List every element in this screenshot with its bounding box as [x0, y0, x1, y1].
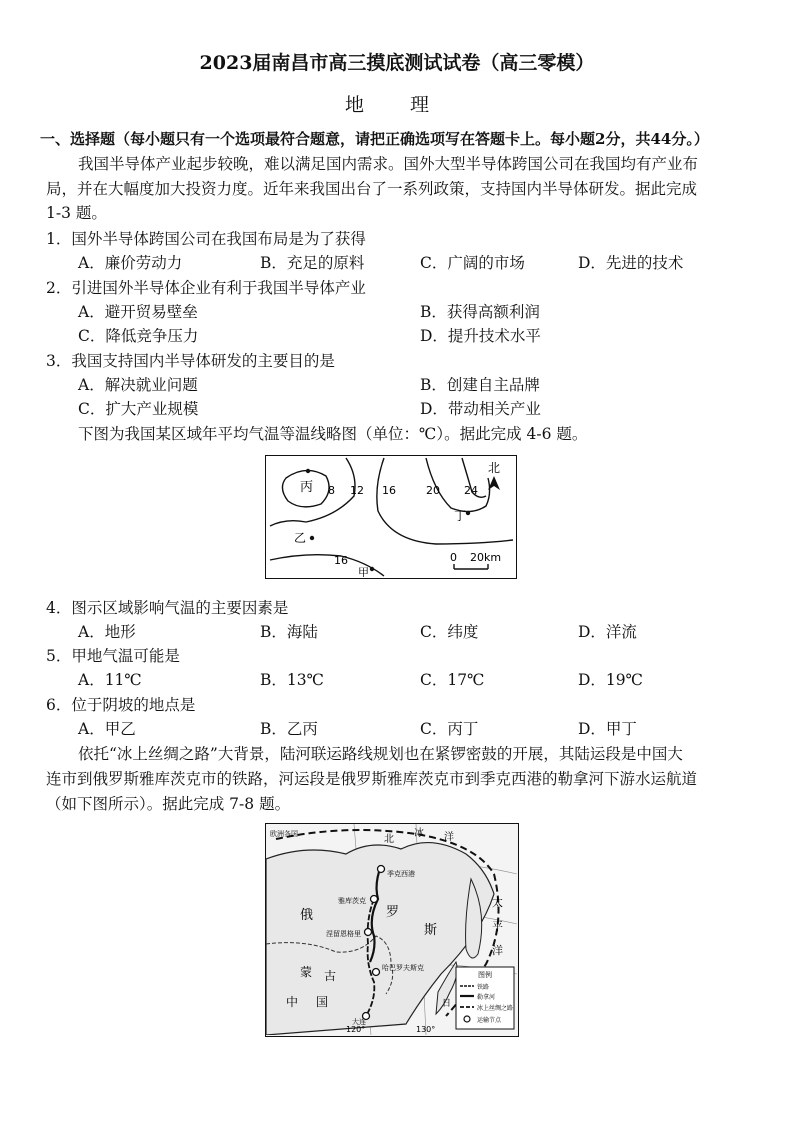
passage3-line2: 连市到俄罗斯雅库茨克市的铁路，河运段是俄罗斯雅库茨克市到季克西港的勒拿河下游水运航道 [46, 770, 698, 788]
q6-option-d[interactable]: D．甲丁 [578, 720, 637, 738]
q5-option-a[interactable]: A．11℃ [78, 671, 142, 689]
isotherm-label-20: 20 [426, 484, 440, 497]
country-si: 斯 [424, 923, 438, 938]
q4-option-b[interactable]: B．海陆 [260, 623, 318, 641]
question-1-stem: 1．国外半导体跨国公司在我国布局是为了获得 [46, 230, 366, 248]
scale-zero: 0 [450, 551, 457, 564]
corner-label: 欧洲各国 [270, 830, 298, 838]
isotherm-label-16-lower: 16 [334, 554, 348, 567]
country-zhong: 中 [286, 995, 299, 1009]
q3-option-b[interactable]: B．创建自主品牌 [420, 376, 540, 394]
question-4-stem: 4．图示区域影响气温的主要因素是 [46, 599, 289, 617]
route-map-svg [266, 824, 517, 1035]
point-bing-dot [306, 469, 310, 473]
q2-option-a[interactable]: A．避开贸易壁垒 [78, 303, 198, 321]
ocean-ping: 平 [492, 920, 503, 933]
isotherm-label-24: 24 [464, 484, 478, 497]
q4-option-d[interactable]: D．洋流 [578, 623, 637, 641]
country-guo: 国 [316, 995, 329, 1009]
q3-option-c[interactable]: C．扩大产业规模 [78, 400, 199, 418]
isotherm-label-8: 8 [328, 484, 335, 497]
label-tiksi: 季克西港 [387, 870, 415, 878]
passage1-line1: 我国半导体产业起步较晚，难以满足国内需求。国外大型半导体跨国公司在我国均有产业布 [78, 155, 699, 173]
legend-node: 运输节点 [477, 1017, 502, 1024]
q3-option-d[interactable]: D．带动相关产业 [420, 400, 541, 418]
country-meng: 蒙 [300, 965, 313, 979]
ocean-yang: 洋 [492, 944, 503, 957]
point-ding-dot [466, 511, 470, 515]
q5-option-d[interactable]: D．19℃ [578, 671, 643, 689]
legend-silk-road: 冰上丝绸之路 [477, 1005, 514, 1012]
sea-label-2: 冰 [414, 828, 424, 839]
question-3-stem: 3．我国支持国内半导体研发的主要目的是 [46, 352, 335, 370]
q1-option-d[interactable]: D．先进的技术 [578, 254, 684, 272]
passage3-line1: 依托“冰上丝绸之路”大背景，陆河联运路线规划也在紧锣密鼓的开展，其陆运段是中国大 [78, 745, 683, 763]
label-dalian: 大连 [352, 1018, 366, 1026]
isotherm-map [265, 455, 517, 579]
passage1-line3: 1-3 题。 [46, 204, 107, 222]
q6-option-c[interactable]: C．丙丁 [420, 720, 479, 738]
question-2-stem: 2．引进国外半导体企业有利于我国半导体产业 [46, 279, 366, 297]
ocean-tai: 太 [492, 896, 503, 909]
q4-option-a[interactable]: A．地形 [78, 623, 136, 641]
country-e: 俄 [300, 908, 314, 923]
label-khabarovsk: 哈巴罗夫斯克 [382, 964, 424, 972]
q5-option-b[interactable]: B．13℃ [260, 671, 324, 689]
place-yi: 乙 [294, 531, 307, 545]
q1-option-c[interactable]: C．广阔的市场 [420, 254, 525, 272]
exam-title: 2023届南昌市高三摸底测试试卷（高三零模） [199, 52, 595, 74]
longitude-130: 130° [416, 1025, 436, 1034]
q5-option-c[interactable]: C．17℃ [420, 671, 485, 689]
scale-bar [450, 551, 501, 569]
country-gu: 古 [324, 969, 337, 983]
legend-railway: 铁路 [477, 984, 490, 991]
q4-option-c[interactable]: C．纬度 [420, 623, 479, 641]
q2-option-b[interactable]: B．获得高额利润 [420, 303, 540, 321]
place-ding: 丁 [454, 509, 467, 523]
question-6-stem: 6．位于阴坡的地点是 [46, 696, 196, 714]
passage1-line2: 局，并在大幅度加大投资力度。近年来我国出台了一系列政策，支持国内半导体研发。据此完成 [46, 180, 698, 198]
legend-river: 勒拿河 [477, 994, 496, 1001]
longitude-120: 120° [346, 1025, 366, 1034]
q6-option-a[interactable]: A．甲乙 [78, 720, 136, 738]
q2-option-c[interactable]: C．降低竞争压力 [78, 327, 199, 345]
node-khabarovsk [373, 969, 380, 976]
q1-option-a[interactable]: A．廉价劳动力 [78, 254, 183, 272]
scale-label: 20km [470, 551, 502, 564]
route-map [265, 823, 519, 1037]
map1-intro: 下图为我国某区域年平均气温等温线略图（单位：℃）。据此完成 4-6 题。 [78, 425, 588, 443]
isotherm-map-svg [266, 456, 515, 577]
q3-option-a[interactable]: A．解决就业问题 [78, 376, 198, 394]
section-heading: 一、选择题（每小题只有一个选项最符合题意，请把正确选项写在答题卡上。每小题2分，共44分。） [40, 130, 709, 148]
label-neryungri: 涅留恩格里 [326, 930, 361, 938]
node-tiksi [378, 866, 385, 873]
map-legend [456, 967, 514, 1029]
node-yakutsk [371, 896, 378, 903]
q6-option-b[interactable]: B．乙丙 [260, 720, 318, 738]
isotherm-label-16: 16 [382, 484, 396, 497]
q2-option-d[interactable]: D．提升技术水平 [420, 327, 541, 345]
passage3-line3: （如下图所示）。据此完成 7-8 题。 [46, 795, 291, 813]
label-yakutsk: 雅库茨克 [338, 897, 366, 905]
point-yi-dot [310, 536, 314, 540]
place-bing: 丙 [300, 480, 314, 495]
country-luo: 罗 [386, 905, 400, 920]
sea-label-1: 北 [384, 834, 394, 845]
sea-label-3: 洋 [444, 832, 454, 843]
isotherm-label-12: 12 [350, 484, 364, 497]
question-5-stem: 5．甲地气温可能是 [46, 647, 180, 665]
subject-title: 地 理 [344, 94, 450, 116]
country-ri: 日 [442, 999, 452, 1009]
legend-node-swatch [464, 1016, 470, 1022]
q1-option-b[interactable]: B．充足的原料 [260, 254, 365, 272]
point-jia-dot [370, 567, 374, 571]
place-jia: 甲 [358, 566, 369, 577]
node-neryungri [365, 929, 372, 936]
legend-title: 图例 [478, 971, 492, 979]
north-label: 北 [488, 461, 501, 475]
